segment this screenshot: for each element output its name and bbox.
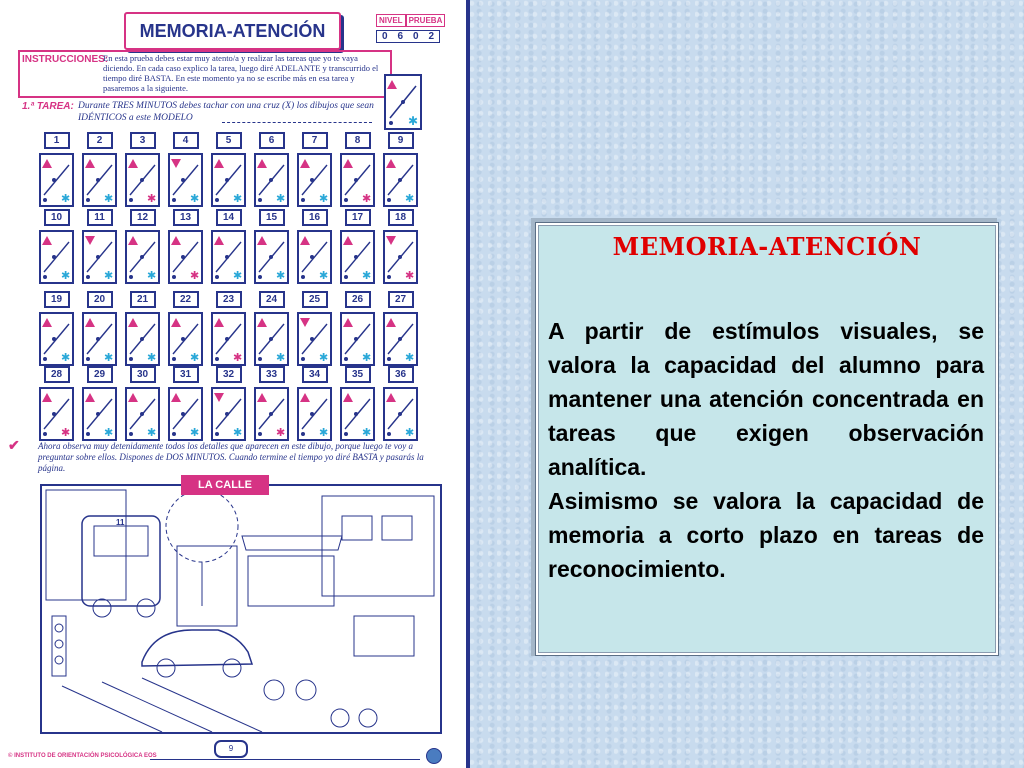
- info-title: MEMORIA-ATENCIÓN: [612, 232, 922, 261]
- scene-label: LA CALLE: [181, 475, 269, 495]
- card-number: 33: [259, 366, 285, 383]
- card: [383, 312, 418, 366]
- card-drawing-icon: [127, 389, 158, 439]
- card-cell: [38, 209, 75, 284]
- card-cell: [124, 291, 161, 366]
- card: [383, 387, 418, 441]
- card-cell: [38, 291, 75, 366]
- card-number: 26: [345, 291, 371, 308]
- svg-text:✱: ✱: [405, 426, 415, 439]
- card-number: 29: [87, 366, 113, 383]
- card-cell: [210, 291, 247, 366]
- card-cell: [382, 132, 419, 207]
- card-drawing-icon: [170, 232, 201, 282]
- card-drawing-icon: [385, 232, 416, 282]
- card-cell: [339, 291, 376, 366]
- nivel-prueba-box: [376, 14, 443, 43]
- svg-text:✱: ✱: [104, 426, 114, 439]
- card-number: 31: [173, 366, 199, 383]
- card-cell: [210, 366, 247, 441]
- card: [297, 387, 332, 441]
- card-drawing-icon: [213, 232, 244, 282]
- card-drawing-icon: [41, 155, 72, 205]
- card-cell: [253, 366, 290, 441]
- card-number: 10: [44, 209, 70, 226]
- card: [125, 230, 160, 284]
- card-cell: [339, 132, 376, 207]
- card-cell: [167, 132, 204, 207]
- card-drawing-icon: [41, 232, 72, 282]
- card-cell: [296, 132, 333, 207]
- card-drawing-icon: [385, 314, 416, 364]
- card-drawing-icon: [170, 155, 201, 205]
- svg-text:✱: ✱: [276, 351, 286, 364]
- card: [211, 312, 246, 366]
- card: [82, 153, 117, 207]
- card-number: 2: [87, 132, 113, 149]
- svg-text:✱: ✱: [405, 192, 415, 205]
- card: [39, 153, 74, 207]
- card-number: 12: [130, 209, 156, 226]
- svg-text:✱: ✱: [233, 269, 243, 282]
- card-cell: [81, 132, 118, 207]
- card-drawing-icon: [342, 155, 373, 205]
- card-number: 19: [44, 291, 70, 308]
- card: [211, 230, 246, 284]
- card: [211, 387, 246, 441]
- card-cell: [253, 209, 290, 284]
- svg-text:✱: ✱: [405, 351, 415, 364]
- card-cell: [339, 209, 376, 284]
- card-drawing-icon: [342, 314, 373, 364]
- info-body: [548, 314, 984, 586]
- svg-text:✱: ✱: [276, 426, 286, 439]
- card-cell: [253, 291, 290, 366]
- card-drawing-icon: [41, 389, 72, 439]
- svg-text:✱: ✱: [147, 269, 157, 282]
- card-drawing-icon: [256, 314, 287, 364]
- task-text: Durante TRES MINUTOS debes tachar con una cruz (X) los dibujos que sean IDÉNTICOS a este MODELO: [78, 101, 374, 123]
- svg-text:✱: ✱: [147, 426, 157, 439]
- task-label: 1.ª TAREA:: [22, 101, 74, 112]
- card-drawing-icon: [170, 314, 201, 364]
- card: [39, 387, 74, 441]
- card-drawing-icon: [127, 232, 158, 282]
- svg-text:✱: ✱: [190, 192, 200, 205]
- svg-text:✱: ✱: [319, 192, 329, 205]
- street-scene-drawing: [42, 486, 440, 732]
- card: [297, 230, 332, 284]
- card-number: 8: [345, 132, 371, 149]
- card-row: [38, 366, 419, 441]
- card-drawing-icon: [256, 389, 287, 439]
- task-dash: [222, 122, 372, 123]
- card-number: 21: [130, 291, 156, 308]
- card-drawing-icon: [256, 232, 287, 282]
- card-number: 36: [388, 366, 414, 383]
- card-drawing-icon: [213, 155, 244, 205]
- card-row: [38, 209, 419, 284]
- card: [340, 312, 375, 366]
- code-digit: 6: [397, 31, 404, 42]
- card: [254, 387, 289, 441]
- card-drawing-icon: [256, 155, 287, 205]
- svg-text:✱: ✱: [104, 351, 114, 364]
- card-cell: [124, 366, 161, 441]
- info-paragraph-1: A partir de estímulos visuales, se valora la capacidad del alumno para mantener una atención concentrada en tareas que exigen observación analítica.: [548, 318, 984, 480]
- card-cell: [38, 366, 75, 441]
- card: [340, 153, 375, 207]
- card-drawing-icon: [170, 389, 201, 439]
- card: [82, 387, 117, 441]
- card: [254, 230, 289, 284]
- card-number: 20: [87, 291, 113, 308]
- svg-text:✱: ✱: [233, 192, 243, 205]
- card: [383, 153, 418, 207]
- code-digit: 0: [381, 31, 388, 42]
- card-number: 17: [345, 209, 371, 226]
- svg-text:✱: ✱: [190, 426, 200, 439]
- bus-number: 11: [116, 518, 125, 527]
- card-cell: [296, 209, 333, 284]
- card-number: 14: [216, 209, 242, 226]
- svg-text:✱: ✱: [362, 351, 372, 364]
- svg-text:✱: ✱: [147, 351, 157, 364]
- card-drawing-icon: [342, 232, 373, 282]
- card-number: 7: [302, 132, 328, 149]
- card-cell: [382, 366, 419, 441]
- card-drawing-icon: [299, 389, 330, 439]
- svg-text:✱: ✱: [104, 269, 114, 282]
- card-cell: [253, 132, 290, 207]
- card: [168, 230, 203, 284]
- card: [297, 153, 332, 207]
- code-digit: 2: [428, 31, 435, 42]
- card-number: 27: [388, 291, 414, 308]
- card-drawing-icon: [213, 389, 244, 439]
- card: [211, 153, 246, 207]
- svg-text:✱: ✱: [61, 351, 71, 364]
- svg-text:✱: ✱: [362, 192, 372, 205]
- card-drawing-icon: [84, 232, 115, 282]
- page-number: 9: [214, 740, 248, 758]
- card: [254, 312, 289, 366]
- footer-copyright: © INSTITUTO DE ORIENTACIÓN PSICOLÓGICA EOS: [8, 753, 157, 759]
- checkmark-icon: ✔: [8, 437, 20, 453]
- svg-text:✱: ✱: [405, 269, 415, 282]
- card-drawing-icon: [299, 314, 330, 364]
- card-number: 23: [216, 291, 242, 308]
- card: [125, 312, 160, 366]
- svg-text:✱: ✱: [276, 269, 286, 282]
- card: [125, 387, 160, 441]
- card-drawing-icon: [385, 389, 416, 439]
- card-number: 24: [259, 291, 285, 308]
- card: [168, 312, 203, 366]
- card-number: 4: [173, 132, 199, 149]
- card: [39, 230, 74, 284]
- card-cell: [81, 366, 118, 441]
- card-cell: [210, 132, 247, 207]
- card-cell: [81, 291, 118, 366]
- card: [168, 387, 203, 441]
- card-drawing-icon: [84, 314, 115, 364]
- prueba-label: PRUEBA: [406, 14, 446, 27]
- card: [340, 387, 375, 441]
- svg-text:✱: ✱: [319, 426, 329, 439]
- svg-text:✱: ✱: [61, 192, 71, 205]
- card-cell: [38, 132, 75, 207]
- svg-text:✱: ✱: [104, 192, 114, 205]
- svg-text:✱: ✱: [319, 269, 329, 282]
- card-number: 3: [130, 132, 156, 149]
- card: [82, 230, 117, 284]
- svg-text:✱: ✱: [147, 192, 157, 205]
- card-drawing-icon: [127, 155, 158, 205]
- code-digit: 0: [412, 31, 419, 42]
- card-cell: [81, 209, 118, 284]
- svg-text:✱: ✱: [408, 114, 419, 128]
- svg-text:✱: ✱: [362, 269, 372, 282]
- card-cell: [296, 291, 333, 366]
- card-cell: [167, 366, 204, 441]
- card-cell: [210, 209, 247, 284]
- card-number: 6: [259, 132, 285, 149]
- card-number: 35: [345, 366, 371, 383]
- card-drawing-icon: [84, 155, 115, 205]
- card: [125, 153, 160, 207]
- card-cell: [382, 291, 419, 366]
- card-row: [38, 132, 419, 207]
- card-number: 28: [44, 366, 70, 383]
- svg-text:✱: ✱: [190, 351, 200, 364]
- info-paragraph-2: Asimismo se valora la capacidad de memoria a corto plazo en tareas de reconocimiento.: [548, 488, 984, 582]
- observation-note: Ahora observa muy detenidamente todos los detalles que aparecen en este dibujo, porque luego te voy a preguntar sobre ellos. Dispones de DOS MINUTOS. Cuando termine el tiempo yo diré BASTA y pasarás la página.: [38, 441, 424, 473]
- card-cell: [296, 366, 333, 441]
- card-drawing-icon: [299, 155, 330, 205]
- card-cell: [382, 209, 419, 284]
- card: [39, 312, 74, 366]
- card-drawing-icon: [342, 389, 373, 439]
- card-number: 1: [44, 132, 70, 149]
- card-number: 25: [302, 291, 328, 308]
- nivel-label: NIVEL: [376, 14, 406, 27]
- worksheet-title: MEMORIA-ATENCIÓN: [124, 12, 341, 50]
- card-number: 15: [259, 209, 285, 226]
- card-number: 32: [216, 366, 242, 383]
- svg-text:✱: ✱: [276, 192, 286, 205]
- model-card: [384, 74, 422, 130]
- worksheet-image: [0, 0, 466, 768]
- card-number: 9: [388, 132, 414, 149]
- svg-text:✱: ✱: [233, 426, 243, 439]
- card-cell: [339, 366, 376, 441]
- card-drawing-icon: [127, 314, 158, 364]
- svg-text:✱: ✱: [362, 426, 372, 439]
- card-number: 13: [173, 209, 199, 226]
- card-number: 18: [388, 209, 414, 226]
- card-row: [38, 291, 419, 366]
- card: [340, 230, 375, 284]
- card-drawing-icon: [41, 314, 72, 364]
- svg-text:✱: ✱: [190, 269, 200, 282]
- card-number: 16: [302, 209, 328, 226]
- card-cell: [167, 291, 204, 366]
- worksheet-border: [466, 0, 470, 768]
- footer-line: [150, 759, 420, 760]
- card: [297, 312, 332, 366]
- card-number: 11: [87, 209, 113, 226]
- svg-text:✱: ✱: [61, 269, 71, 282]
- publisher-logo-icon: [426, 748, 442, 764]
- card-number: 5: [216, 132, 242, 149]
- card: [168, 153, 203, 207]
- card-number: 34: [302, 366, 328, 383]
- card: [383, 230, 418, 284]
- card: [254, 153, 289, 207]
- card-cell: [124, 209, 161, 284]
- card-number: 30: [130, 366, 156, 383]
- model-card-icon: [386, 76, 420, 128]
- card-drawing-icon: [213, 314, 244, 364]
- street-scene: [40, 484, 442, 734]
- instructions-text: En esta prueba debes estar muy atento/a y realizar las tareas que yo te vaya diciendo. En cada caso explico la tarea, luego diré ADELANTE y transcurrido el tiempo diré BASTA. En este momento ya no se escribe más en esa tarea y pasaremos a la siguiente.: [103, 53, 379, 93]
- svg-text:✱: ✱: [233, 351, 243, 364]
- card-cell: [167, 209, 204, 284]
- svg-text:✱: ✱: [319, 351, 329, 364]
- card-drawing-icon: [84, 389, 115, 439]
- card-number: 22: [173, 291, 199, 308]
- instructions-label: INSTRUCCIONES:: [22, 54, 109, 65]
- card-cell: [124, 132, 161, 207]
- card-drawing-icon: [385, 155, 416, 205]
- svg-text:✱: ✱: [61, 426, 71, 439]
- card-drawing-icon: [299, 232, 330, 282]
- card: [82, 312, 117, 366]
